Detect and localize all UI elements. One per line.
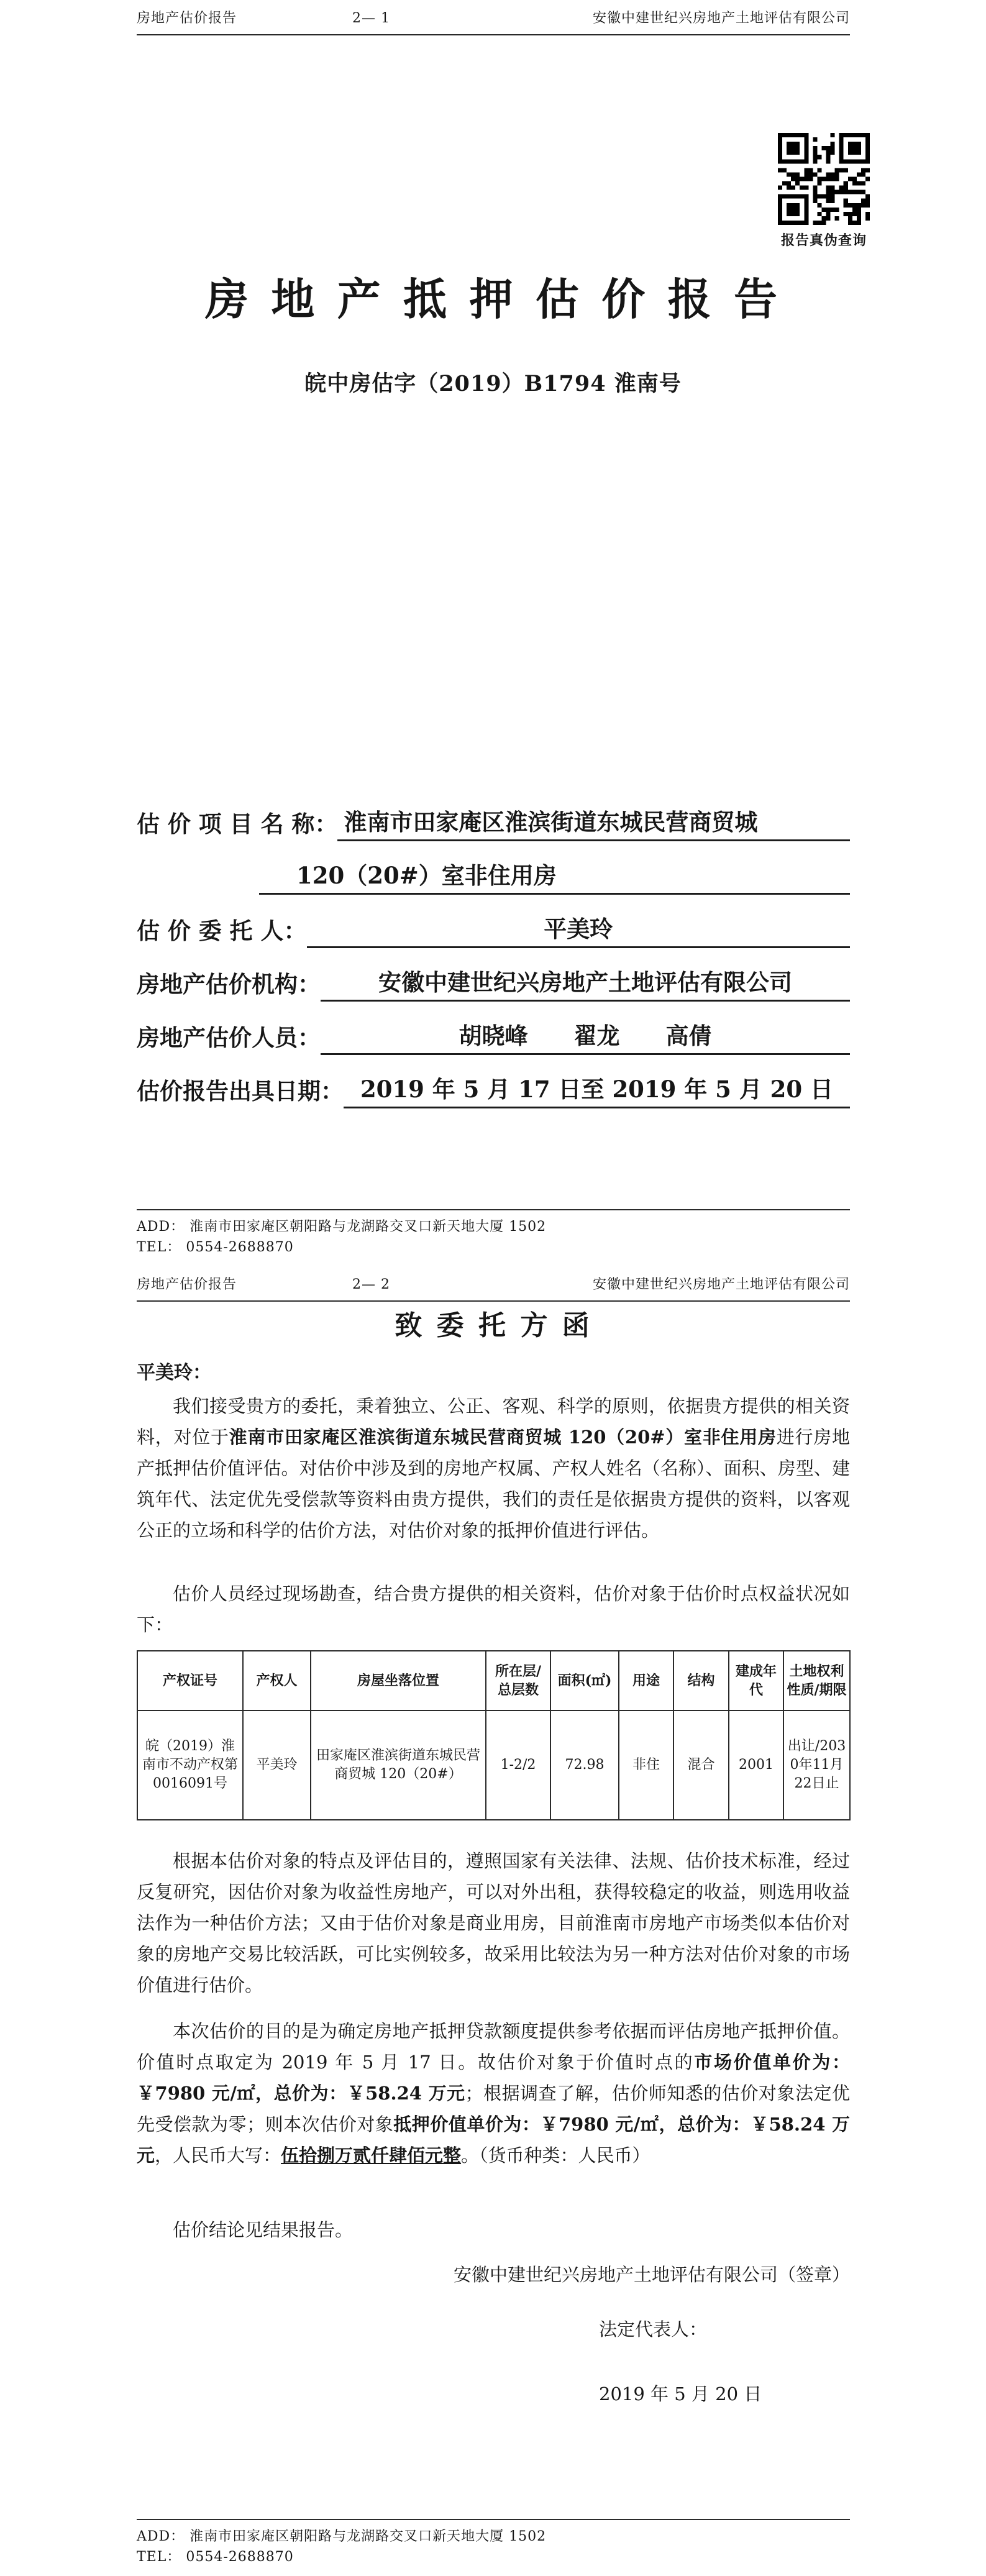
cell-area: 72.98: [550, 1710, 619, 1820]
letter-paragraph-5: 估价结论见结果报告。: [173, 2219, 354, 2240]
header-company-name: 安徽中建世纪兴房地产土地评估有限公司: [592, 11, 850, 26]
letter-body: [137, 1302, 850, 2408]
cell-cert-no: 皖（2019）淮南市不动产权第0016091号: [137, 1710, 243, 1820]
signature-company: 安徽中建世纪兴房地产土地评估有限公司（签章）: [453, 2264, 850, 2285]
footer-tel: TEL： 0554-2688870: [137, 1240, 294, 1255]
col-location: 房屋坐落位置: [311, 1651, 486, 1710]
qr-code-icon: [778, 133, 870, 225]
page1-running-footer: [137, 1209, 850, 1258]
col-year-built: 建成年代: [729, 1651, 783, 1710]
agency-label: 房地产估价机构：: [137, 971, 321, 998]
table-row: [137, 1710, 850, 1820]
cell-structure: 混合: [673, 1710, 729, 1820]
page-number: 2— 1: [352, 11, 390, 26]
issue-date-value: 2019 年 5 月 17 日至 2019 年 5 月 20 日: [344, 1072, 850, 1108]
report-title: 房 地 产 抵 押 估 价 报 告: [205, 273, 781, 325]
page-number: 2— 2: [352, 1277, 390, 1292]
cell-owner: 平美玲: [243, 1710, 311, 1820]
col-owner: 产权人: [243, 1651, 311, 1710]
property-rights-table: [137, 1650, 851, 1820]
col-area: 面积(㎡): [550, 1651, 619, 1710]
salutation: 平美玲：: [137, 1362, 211, 1384]
col-land-right: 土地权利性质/期限: [783, 1651, 850, 1710]
qr-verification-block: [774, 133, 874, 249]
header-doc-type: 房地产估价报告: [137, 11, 237, 26]
staff-value: 胡晓峰 翟龙 高倩: [321, 1018, 850, 1055]
letter-to-client-page: [0, 1266, 986, 2576]
letter-paragraph-2: 估价人员经过现场勘查，结合贵方提供的相关资料，估价对象于估价时点权益状况如下：: [137, 1583, 850, 1635]
client-value: 平美玲: [307, 911, 850, 948]
footer-address: ADD： 淮南市田家庵区朝阳路与龙湖路交叉口新天地大厦 1502: [137, 2529, 547, 2544]
col-use: 用途: [619, 1651, 673, 1710]
cell-use: 非住: [619, 1710, 673, 1820]
col-cert-no: 产权证号: [137, 1651, 243, 1710]
report-cover-page: [0, 0, 986, 1266]
form-row-agency: [137, 965, 850, 1002]
cell-year-built: 2001: [729, 1710, 783, 1820]
agency-value: 安徽中建世纪兴房地产土地评估有限公司: [321, 965, 850, 1002]
col-floor: 所在层/总层数: [486, 1651, 550, 1710]
issue-date-label: 估价报告出具日期：: [137, 1077, 344, 1105]
staff-label: 房地产估价人员：: [137, 1024, 321, 1051]
table-header-row: [137, 1651, 850, 1710]
signature-date: 2019 年 5 月 20 日: [599, 2383, 762, 2405]
footer-address: ADD： 淮南市田家庵区朝阳路与龙湖路交叉口新天地大厦 1502: [137, 1219, 547, 1235]
cell-floor: 1-2/2: [486, 1710, 550, 1820]
qr-caption: 报告真伪查询: [780, 232, 867, 249]
project-name-value-line2: 120（20#）室非住用房: [259, 858, 850, 895]
letter-paragraph-1: 我们接受贵方的委托，秉着独立、公正、客观、科学的原则，依据贵方提供的相关资料，对位于淮南市田家庵区淮滨街道东城民营商贸城 120（20#）室非住用房进行房地产抵押估价值评估。对估价中涉及到的房地产权属、产权人姓名（名称）、面积、房型、建筑年代、法定优先受偿款等资料由贵方提供，我们的责任是依据贵方提供的资料，以客观公正的立场和科学的估价方法，对估价对象的抵押价值进行评估。: [137, 1395, 850, 1541]
form-row-staff: [137, 1018, 850, 1055]
letter-title: 致 委 托 方 函: [395, 1310, 592, 1341]
client-label: 估 价 委 托 人：: [137, 917, 307, 944]
header-doc-type: 房地产估价报告: [137, 1277, 237, 1292]
report-number: 皖中房估字（2019）B1794 淮南号: [304, 371, 682, 396]
header-company-name: 安徽中建世纪兴房地产土地评估有限公司: [592, 1277, 850, 1292]
footer-tel: TEL： 0554-2688870: [137, 2549, 294, 2565]
letter-paragraph-4: 本次估价的目的是为确定房地产抵押贷款额度提供参考依据而评估房地产抵押价值。价值时点取定为 2019 年 5 月 17 日。故估价对象于价值时点的市场价值单价为：￥7980 元/㎡，总价为：￥58.24 万元；根据调查了解，估价师知悉的估价对象法定优先受偿款为零；则本次估价对象抵押价值单价为：￥7980 元/㎡，总价为：￥58.24 万元，人民币大写：伍拾捌万贰仟肆佰元整。（货币种类：人民币）: [137, 2021, 850, 2166]
legal-representative-label: 法定代表人：: [599, 2319, 708, 2340]
project-name-label: 估 价 项 目 名 称：: [137, 810, 338, 838]
letter-paragraph-3: 根据本估价对象的特点及评估目的，遵照国家有关法律、法规、估价技术标准，经过反复研究，因估价对象为收益性房地产，可以对外出租，获得较稳定的收益，则选用收益法作为一种估价方法；又由于估价对象是商业用房，目前淮南市房地产市场类似本估价对象的房地产交易比较活跃，可比实例较多，故采用比较法为另一种方法对估价对象的市场价值进行估价。: [137, 1850, 850, 1996]
cell-land-right: 出让/2030年11月22日止: [783, 1710, 850, 1820]
form-row-client: [137, 911, 850, 948]
page2-running-header: [137, 1266, 850, 1302]
form-row-issue-date: [137, 1072, 850, 1108]
cell-location: 田家庵区淮滨街道东城民营商贸城 120（20#）: [311, 1710, 486, 1820]
col-structure: 结构: [673, 1651, 729, 1710]
form-row-project-cont: [137, 858, 850, 895]
cover-form: [137, 805, 850, 1125]
project-name-value-line1: 淮南市田家庵区淮滨街道东城民营商贸城: [337, 805, 850, 841]
page1-running-header: [137, 0, 850, 35]
form-row-project: [137, 805, 850, 841]
page2-running-footer: [137, 2519, 850, 2567]
